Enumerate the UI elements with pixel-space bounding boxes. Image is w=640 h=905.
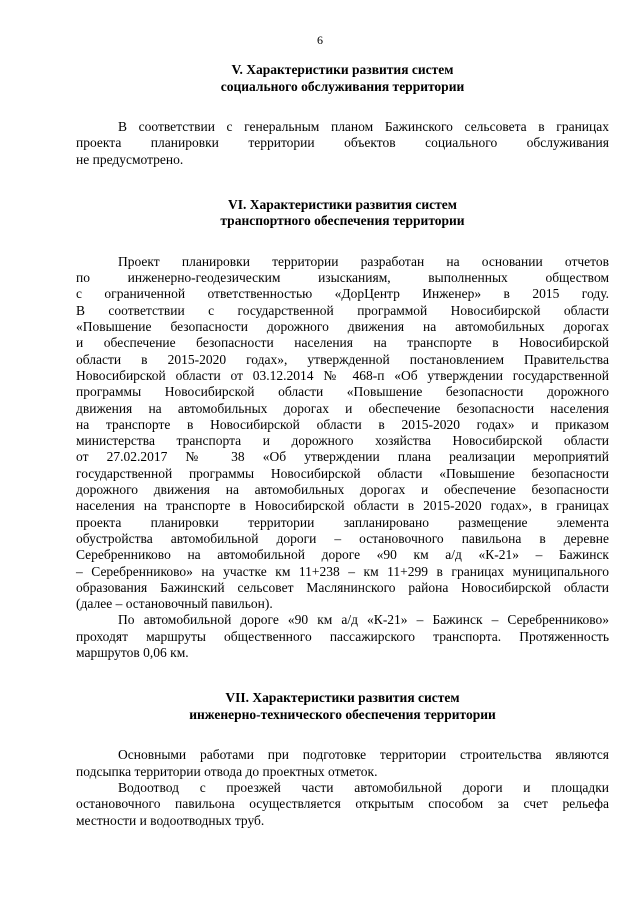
paragraph-line: движения на автомобильных дорогах и обеспечение безопасности населения bbox=[76, 400, 609, 416]
paragraph-line: «Повышение безопасности дорожного движения на автомобильных дорогах bbox=[76, 319, 609, 335]
section-heading-line: инженерно-технического обеспечения территории bbox=[189, 706, 496, 722]
paragraph-line: от 27.02.2017 № 38 «Об утверждении плана реализации мероприятий bbox=[76, 449, 609, 465]
paragraph-line: – Серебренниково» на участке км 11+238 – км 11+299 в границах муниципального bbox=[76, 563, 609, 579]
paragraph-line: с ограниченной ответственностью «ДорЦентр Инженер» в 2015 году. bbox=[76, 286, 609, 302]
paragraph-line: и обеспечение безопасности населения на транспорте в Новосибирской bbox=[76, 335, 609, 351]
paragraph-line: Основными работами при подготовке территории строительства являются bbox=[118, 747, 609, 763]
paragraph bbox=[76, 747, 609, 780]
paragraph-line: Серебренниково на автомобильной дороге «90 км а/д «К-21» – Бажинск bbox=[76, 547, 609, 563]
paragraph bbox=[76, 612, 609, 661]
paragraph-line: подсыпка территории отвода до проектных отметок. bbox=[76, 763, 378, 779]
paragraph-line: местности и водоотводных труб. bbox=[76, 812, 265, 828]
paragraph-line: не предусмотрено. bbox=[76, 151, 184, 167]
section-heading-line: VII. Характеристики развития систем bbox=[225, 690, 460, 706]
paragraph-line: министерства транспорта и дорожного хозяйства Новосибирской области bbox=[76, 433, 609, 449]
page-number: 6 bbox=[317, 33, 323, 47]
paragraph-line: образования Бажинский сельсовет Маслянинского района Новосибирской области bbox=[76, 579, 609, 595]
paragraph-line: Новосибирской области от 03.12.2014 № 468-п «Об утверждении государственной bbox=[76, 367, 609, 383]
paragraph-line: на транспорте в Новосибирской области в 2015-2020 годах» и приказом bbox=[76, 416, 609, 432]
section-heading bbox=[76, 197, 609, 230]
section-heading bbox=[76, 690, 609, 723]
section-heading-line: транспортного обеспечения территории bbox=[220, 213, 465, 229]
paragraph-line: области в 2015-2020 годах», утвержденной постановлением Правительства bbox=[76, 351, 609, 367]
paragraph-line: В соответствии с государственной программой Новосибирской области bbox=[76, 302, 609, 318]
paragraph-line: Водоотвод с проезжей части автомобильной дороги и площадки bbox=[118, 779, 609, 795]
paragraph-line: дорожного движения на автомобильных дорогах и обеспечение безопасности bbox=[76, 482, 609, 498]
section-heading-line: социального обслуживания территории bbox=[220, 78, 465, 94]
paragraph bbox=[76, 780, 609, 829]
paragraph-line: проекта планировки территории объектов социального обслуживания bbox=[76, 135, 609, 151]
paragraph-line: государственной программы Новосибирской области «Повышение безопасности bbox=[76, 465, 609, 481]
paragraph-line: обустройства автомобильной дороги – остановочного павильона в деревне bbox=[76, 530, 609, 546]
paragraph-line: остановочного павильона осуществляется открытым способом за счет рельефа bbox=[76, 796, 609, 812]
paragraph-line: по инженерно-геодезическим изысканиям, выполненных обществом bbox=[76, 270, 609, 286]
paragraph-line: Проект планировки территории разработан на основании отчетов bbox=[118, 253, 609, 269]
paragraph-line: По автомобильной дороге «90 км а/д «К-21» – Бажинск – Серебренниково» bbox=[118, 612, 609, 628]
paragraph bbox=[76, 254, 609, 613]
paragraph bbox=[76, 119, 609, 168]
paragraph-line: проходят маршруты общественного пассажирского транспорта. Протяженность bbox=[76, 628, 609, 644]
paragraph-line: маршрутов 0,06 км. bbox=[76, 645, 189, 661]
paragraph-line: проекта планировки территории запланировано размещение элемента bbox=[76, 514, 609, 530]
section-heading-line: VI. Характеристики развития систем bbox=[228, 196, 457, 212]
paragraph-line: программы Новосибирской области «Повышение безопасности дорожного bbox=[76, 384, 609, 400]
document-body bbox=[76, 62, 609, 829]
paragraph-line: населения на транспорте в Новосибирской области в 2015-2020 годах», в границах bbox=[76, 498, 609, 514]
section-heading bbox=[76, 62, 609, 95]
section-heading-line: V. Характеристики развития систем bbox=[231, 62, 454, 77]
paragraph-line: (далее – остановочный павильон). bbox=[76, 596, 273, 612]
paragraph-line: В соответствии с генеральным планом Бажинского сельсовета в границах bbox=[118, 119, 609, 134]
